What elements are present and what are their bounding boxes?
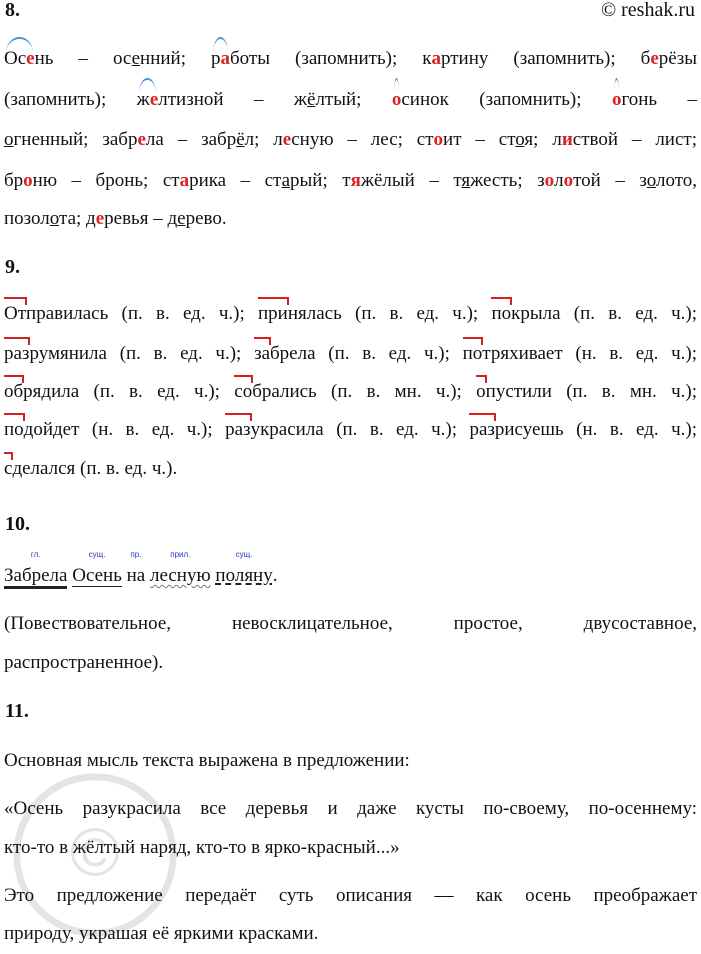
prefix-mark: по [462, 343, 483, 364]
annotation-text: (п. в. ед. ч.); [323, 419, 470, 440]
task-8-line-2: (запомнить); желтизной – жёлтый; осинок (запомнить); огонь – [4, 89, 698, 110]
task-9-line-1 [4, 303, 697, 325]
word-rest: крыла [511, 303, 561, 324]
task-10-sentence: гл. Забрела сущ. Осень пр. на прил. лесную сущ. поляну. [4, 565, 697, 588]
prefix-mark: раз [4, 343, 30, 364]
sentence-word: пр. на [126, 550, 146, 586]
sentence-word: сущ. поляну [215, 550, 273, 586]
task-11-quote-1: «Осень разукрасила все деревья и даже кусты по-своему, по-осеннему: [4, 798, 697, 819]
word-rest: брела [270, 343, 316, 364]
word-rest: дойдет [23, 419, 80, 440]
prefix-mark: об [4, 381, 24, 402]
prefix-mark: за [254, 343, 271, 364]
annotation-text: (н. в. ед. ч.); [562, 343, 698, 364]
word-arc: Осе [4, 48, 35, 69]
word-rest: нялась [287, 303, 342, 324]
task-10-note-2: распространенное). [4, 652, 164, 673]
word-rest: правилась [26, 303, 109, 324]
prefix-mark: о [476, 381, 486, 402]
copyright: © reshak.ru [600, 0, 695, 21]
task-9-line-3 [4, 381, 697, 403]
sentence-word: гл. Забрела [4, 565, 67, 588]
task-9-line-5 [4, 458, 697, 480]
prefix-mark: раз [469, 419, 495, 440]
word-rest: рядила [23, 381, 80, 402]
task-11-quote-2: кто-то в жёлтый наряд, кто-то в ярко-красный...» [4, 837, 400, 858]
task-8-number: 8. [5, 0, 20, 21]
annotation-text: (п. в. ед. ч.); [560, 303, 698, 324]
annotation-text: (п. в. ед. ч.); [79, 381, 235, 402]
prefix-mark: раз [225, 419, 251, 440]
prefix-mark: с [4, 458, 13, 479]
annotation-text: (н. в. ед. ч.); [79, 419, 226, 440]
task-8-line-1: Осень – осенний; работы (запомнить); картину (запомнить); берёзы [4, 48, 697, 69]
task-9-number: 9. [5, 256, 20, 278]
word-rest: румянила [29, 343, 107, 364]
sentence-word: сущ. Осень [72, 550, 122, 586]
task-9-line-2 [4, 343, 697, 365]
annotation-text: (н. в. ед. ч.); [563, 419, 697, 440]
prefix-mark: по [4, 419, 24, 440]
prefix-mark: по [491, 303, 512, 324]
annotation-text: (п. в. ед. ч.). [75, 458, 178, 479]
task-8-line-5: позолота; деревья – дерево. [4, 208, 227, 229]
annotation-text: (п. в. ед. ч.); [341, 303, 492, 324]
task-10-note-1: (Повествовательное, невосклицательное, простое, двусоставное, [4, 613, 697, 634]
sentence-word: прил. лесную [149, 550, 211, 586]
task-11-number: 11. [5, 700, 29, 722]
annotation-text: (п. в. мн. ч.); [551, 381, 697, 402]
task-9-line-4 [4, 419, 697, 441]
annotation-text: (п. в. ед. ч.); [108, 303, 258, 324]
task-11-paragraph-2b: природу, украшая её яркими красками. [4, 923, 319, 944]
svg-text:©: © [69, 814, 121, 891]
prefix-mark: От [4, 303, 27, 324]
task-11-paragraph-1: Основная мысль текста выражена в предложении: [4, 750, 410, 771]
word-rest: тряхивает [482, 343, 563, 364]
word-rest: делался [12, 458, 76, 479]
annotation-text: (п. в. ед. ч.); [106, 343, 255, 364]
annotation-text: (п. в. мн. ч.); [316, 381, 477, 402]
prefix-mark: со [234, 381, 253, 402]
word-rest: украсила [250, 419, 324, 440]
task-10-number: 10. [5, 513, 30, 535]
task-8-line-4: броню – бронь; старика – старый; тяжёлый – тяжесть; золотой – золото, [4, 170, 698, 191]
task-11-paragraph-2a: Это предложение передаёт суть описания — как осень преображает [4, 885, 697, 906]
annotation-text: (п. в. ед. ч.); [315, 343, 463, 364]
word-rest: брались [252, 381, 317, 402]
prefix-mark: при [258, 303, 288, 324]
word-rest: пустили [485, 381, 552, 402]
task-8-line-3: огненный; забрела – забрёл; лесную – лес; стоит – стоя; листвой – лист; [4, 129, 697, 150]
word-rest: рисуешь [494, 419, 564, 440]
